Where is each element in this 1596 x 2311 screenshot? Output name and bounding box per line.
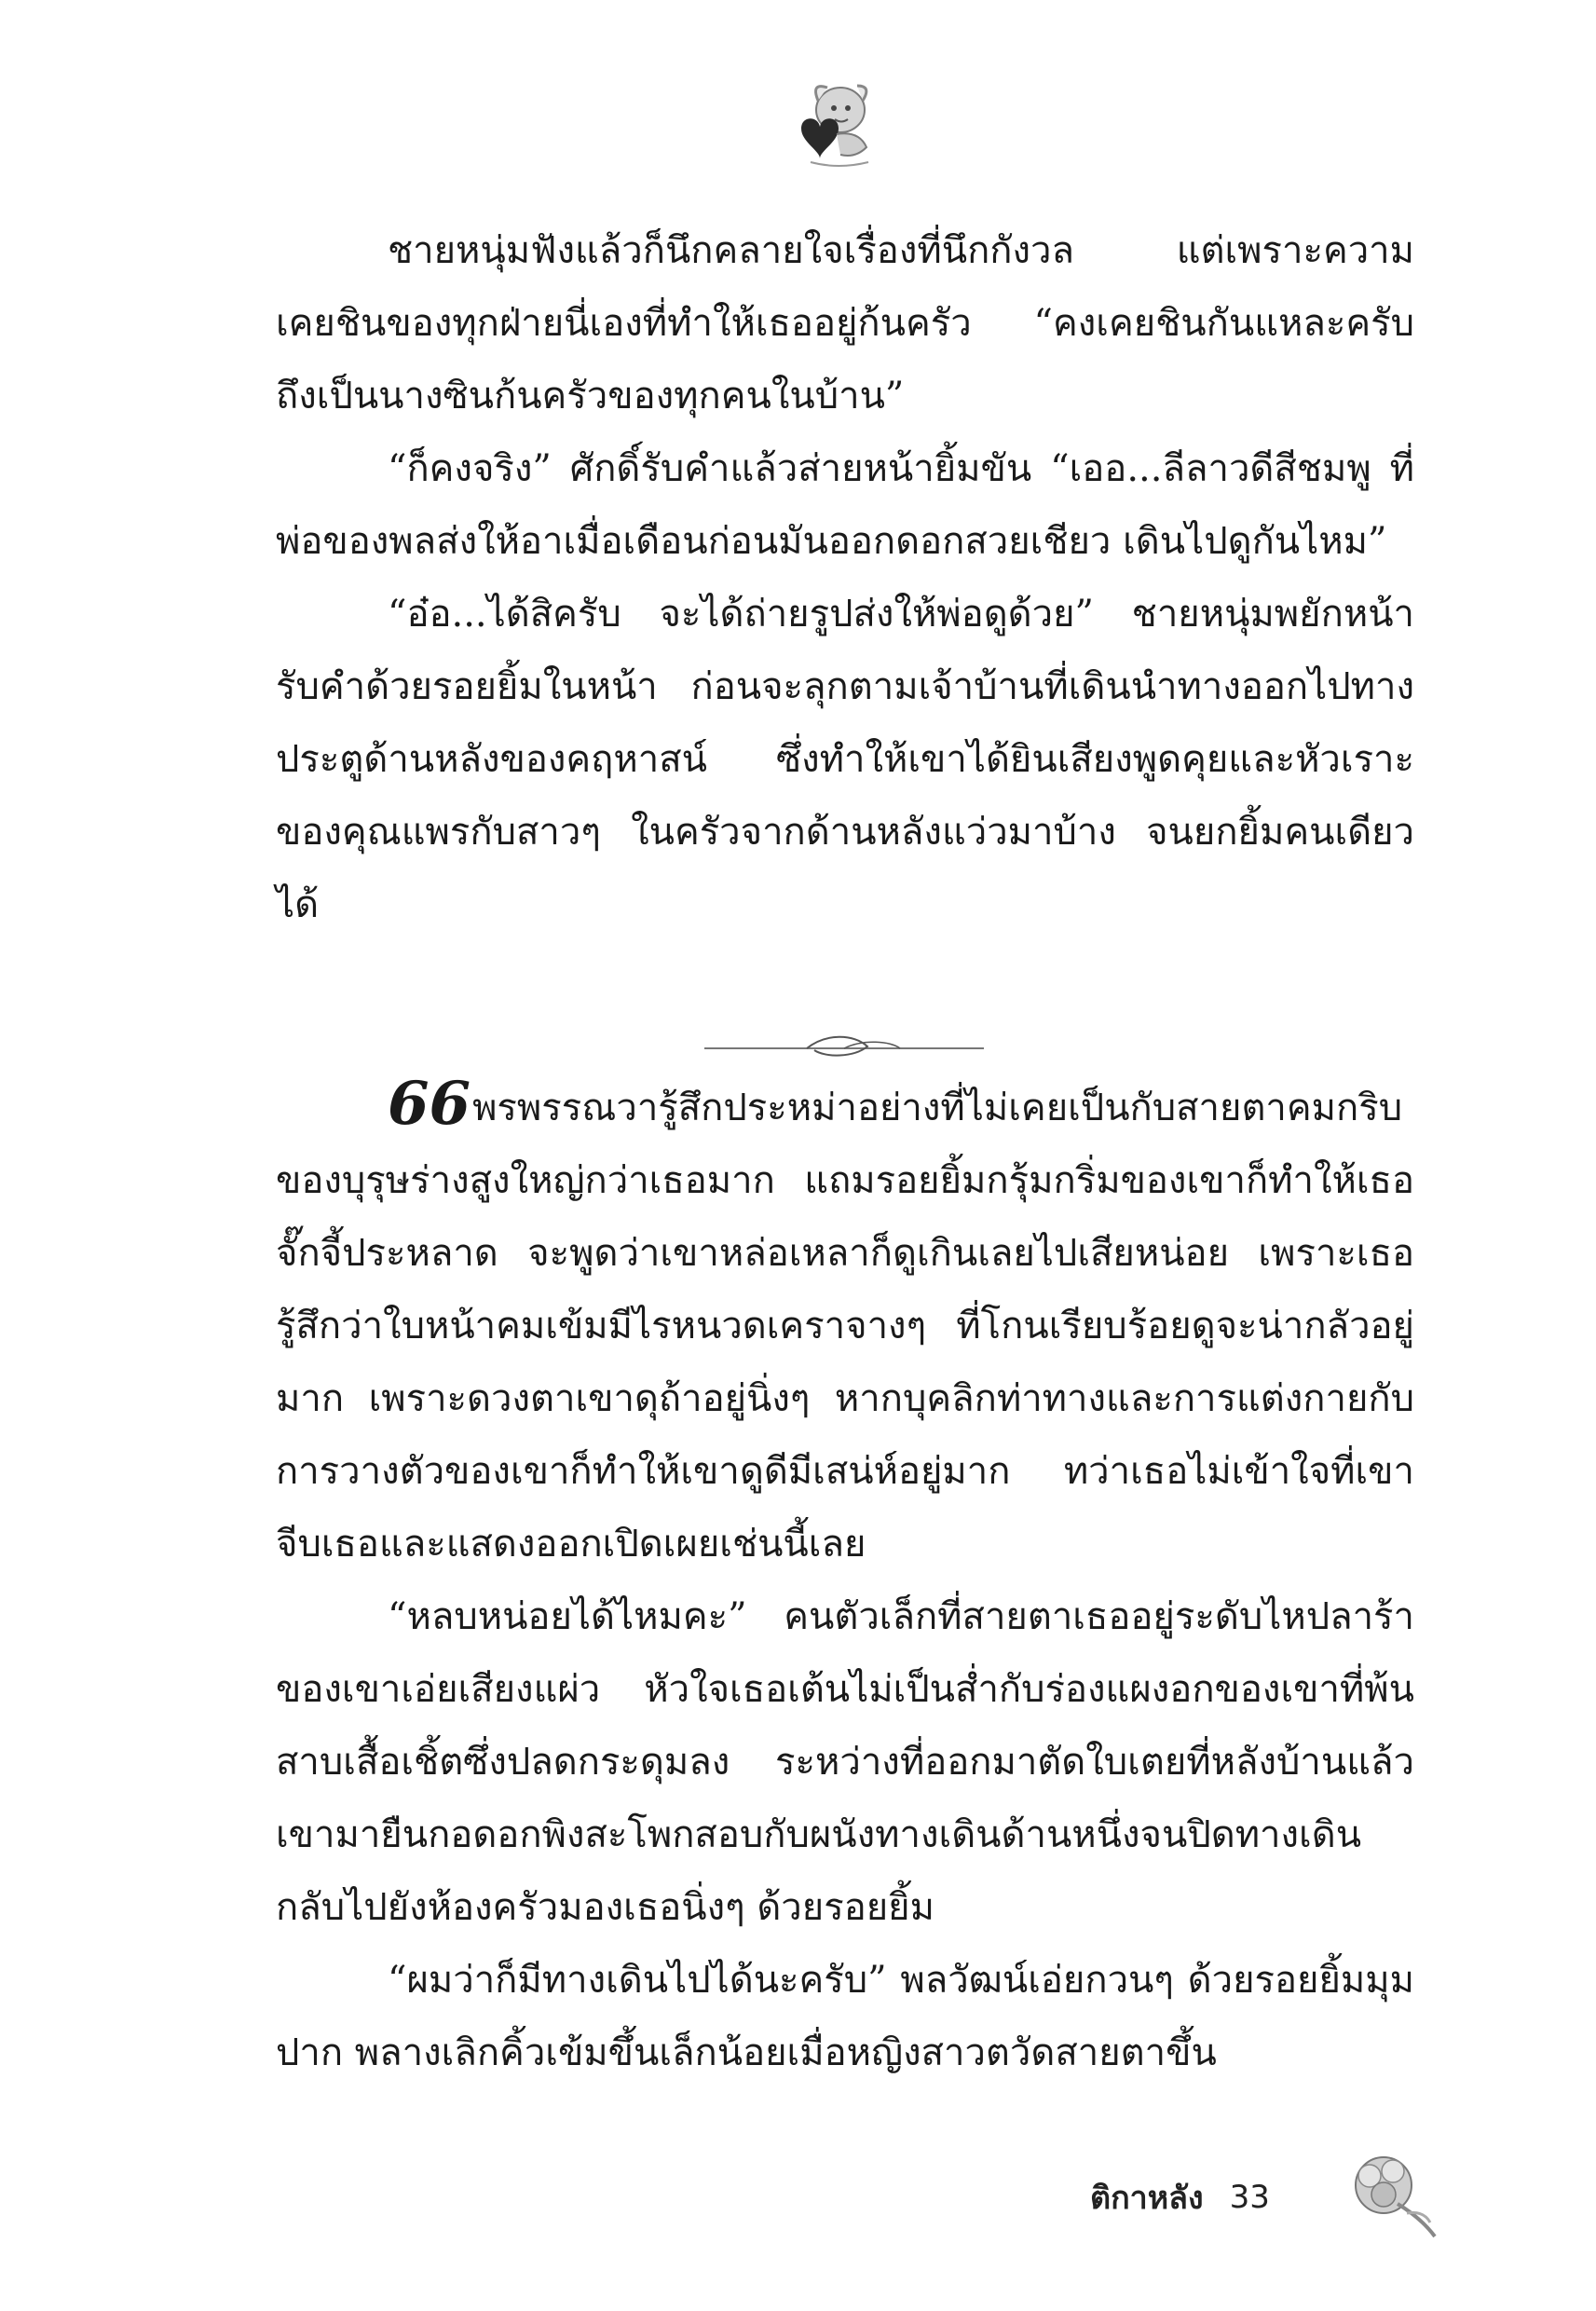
paragraph: “หลบหน่อยได้ไหมคะ” คนตัวเล็กที่สายตาเธออยู่ระดับไหปลาร้าของเขาเอ่ยเสียงแผ่ว หัวใจเธอเต้นไม่เป็นส่ำกับร่องแผงอกของเขาที่พ้นสาบเสื้อเชิ้ตซึ่งปลดกระดุมลง ระหว่างที่ออกมาตัดใบเตยที่หลังบ้านแล้วเขามายืนกอดอกพิงสะโพกสอบกับผนังทางเดินด้านหนึ่งจนปิดทางเดินกลับไปยังห้องครัวมองเธอนิ่งๆ ด้วยรอยยิ้ม <box>276 1595 1414 1929</box>
running-title: ติกาหลัง <box>1090 2180 1204 2217</box>
opening-quote-mark: 66 <box>388 1069 471 1139</box>
flourish-divider <box>704 1030 984 1067</box>
paragraph: ชายหนุ่มฟังแล้วก็นึกคลายใจเรื่องที่นึกกังวล แต่เพราะความเคยชินของทุกฝ่ายนี่เองที่ทำให้เธออยู่ก้นครัว “คงเคยชินกันแหละครับ ถึงเป็นนางซินก้นครัวของทุกคนในบ้าน” <box>276 229 1414 417</box>
paragraph: “ผมว่าก็มีทางเดินไปได้นะครับ” พลวัฒน์เอ่ยกวนๆ ด้วยรอยยิ้มมุมปาก พลางเลิกคิ้วเข้มขึ้นเล็กน้อยเมื่อหญิงสาวตวัดสายตาขึ้น <box>276 1959 1414 2074</box>
paragraph: “ก็คงจริง” ศักดิ์รับคำแล้วส่ายหน้ายิ้มขัน “เออ...ลีลาวดีสีชมพู ที่พ่อของพลส่งให้อาเมื่อเดือนก่อนมันออกดอกสวยเชียว เดินไปดูกันไหม” <box>276 447 1414 563</box>
paragraph: “อ๋อ...ได้สิครับ จะได้ถ่ายรูปส่งให้พ่อดูด้วย” ชายหนุ่มพยักหน้ารับคำด้วยรอยยิ้มในหน้า ก่อนจะลุกตามเจ้าบ้านที่เดินนำทางออกไปทางประตูด้านหลังของคฤหาสน์ ซึ่งทำให้เขาได้ยินเสียงพูดคุยและหัวเราะของคุณแพรกับสาวๆ ในครัวจากด้านหลังแว่วมาบ้าง จนยกยิ้มคนเดียวได้ <box>276 593 1414 926</box>
section-1-text <box>276 214 1414 941</box>
cupid-heart-icon <box>783 73 885 175</box>
page-number: 33 <box>1229 2179 1270 2216</box>
paragraph-text: พรพรรณวารู้สึกประหม่าอย่างที่ไม่เคยเป็นกับสายตาคมกริบของบุรุษร่างสูงใหญ่กว่าเธอมาก แถมรอยยิ้มกรุ้มกริ่มของเขาก็ทำให้เธอจั๊กจี้ประหลาด จะพูดว่าเขาหล่อเหลาก็ดูเกินเลยไปเสียหน่อย เพราะเธอรู้สึกว่าใบหน้าคมเข้มมีไรหนวดเคราจางๆ ที่โกนเรียบร้อยดูจะน่ากลัวอยู่มาก เพราะดวงตาเขาดุถ้าอยู่นิ่งๆ หากบุคลิกท่าทางและการแต่งกายกับการวางตัวของเขาก็ทำให้เขาดูดีมีเสน่ห์อยู่มาก ทว่าเธอไม่เข้าใจที่เขาจีบเธอและแสดงออกเปิดเผยเช่นนี้เลย <box>276 1087 1414 1566</box>
section-2-text <box>276 1069 1414 2089</box>
first-paragraph <box>276 1069 1414 1580</box>
flower-ornament-icon <box>1332 2134 1444 2246</box>
